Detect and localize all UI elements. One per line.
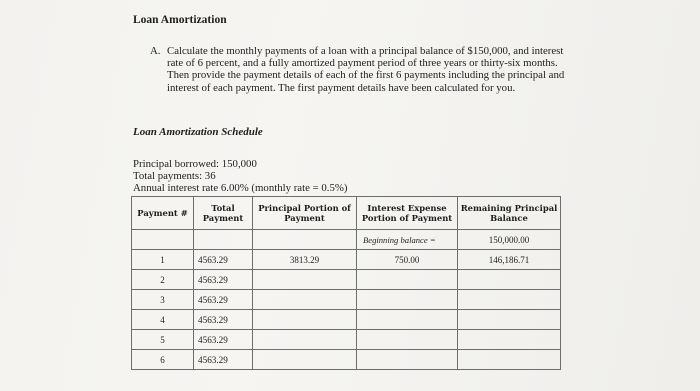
remaining-balance-cell[interactable] — [458, 270, 561, 290]
principal-portion-cell[interactable] — [253, 310, 357, 330]
principal-portion-cell[interactable]: 3813.29 — [253, 250, 357, 270]
total-payment-cell: 4563.29 — [194, 250, 253, 270]
beginning-balance-value: 150,000.00 — [458, 230, 561, 250]
remaining-balance-cell[interactable] — [458, 290, 561, 310]
table-row — [132, 350, 561, 370]
total-payments: Total payments: 36 — [133, 170, 216, 182]
question-a — [150, 45, 580, 94]
schedule-title: Loan Amortization Schedule — [133, 126, 263, 138]
table-row — [132, 310, 561, 330]
header-total-payment: Total Payment — [194, 197, 253, 230]
table-row — [132, 270, 561, 290]
table-row — [132, 330, 561, 350]
empty-cell — [132, 230, 194, 250]
payment-number: 6 — [132, 350, 194, 370]
remaining-balance-cell[interactable] — [458, 330, 561, 350]
empty-cell — [194, 230, 253, 250]
beginning-balance-label: Beginning balance = — [357, 230, 458, 250]
total-payment-cell: 4563.29 — [194, 350, 253, 370]
total-payment-cell: 4563.29 — [194, 270, 253, 290]
interest-portion-cell[interactable] — [357, 290, 458, 310]
interest-rate: Annual interest rate 6.00% (monthly rate = 0.5%) — [133, 182, 348, 194]
payment-number: 5 — [132, 330, 194, 350]
question-text: Calculate the monthly payments of a loan with a principal balance of $150,000, and interest rate of 6 percent, and a fully amortized payment period of three years or thirty-six months. Then provide the payment details of each of the first 6 payments including the principal and interest of each payment. The first payment details have been calculated for you. — [167, 45, 565, 94]
table-header-row — [132, 197, 561, 230]
page-title: Loan Amortization — [133, 14, 227, 26]
empty-cell — [253, 230, 357, 250]
interest-portion-cell[interactable] — [357, 350, 458, 370]
header-interest-portion: Interest Expense Portion of Payment — [357, 197, 458, 230]
header-payment-number: Payment # — [132, 197, 194, 230]
table-row — [132, 250, 561, 270]
header-remaining-balance: Remaining Principal Balance — [458, 197, 561, 230]
remaining-balance-cell[interactable]: 146,186.71 — [458, 250, 561, 270]
principal-portion-cell[interactable] — [253, 330, 357, 350]
remaining-balance-cell[interactable] — [458, 310, 561, 330]
amortization-table — [131, 196, 561, 370]
payment-number: 4 — [132, 310, 194, 330]
principal-portion-cell[interactable] — [253, 270, 357, 290]
principal-portion-cell[interactable] — [253, 290, 357, 310]
interest-portion-cell[interactable] — [357, 270, 458, 290]
total-payment-cell: 4563.29 — [194, 330, 253, 350]
payment-number: 3 — [132, 290, 194, 310]
question-label: A. — [150, 45, 161, 57]
principal-portion-cell[interactable] — [253, 350, 357, 370]
interest-portion-cell[interactable]: 750.00 — [357, 250, 458, 270]
interest-portion-cell[interactable] — [357, 330, 458, 350]
principal-borrowed: Principal borrowed: 150,000 — [133, 158, 257, 170]
total-payment-cell: 4563.29 — [194, 290, 253, 310]
header-principal-portion: Principal Portion of Payment — [253, 197, 357, 230]
beginning-balance-row — [132, 230, 561, 250]
table-row — [132, 290, 561, 310]
remaining-balance-cell[interactable] — [458, 350, 561, 370]
payment-number: 2 — [132, 270, 194, 290]
total-payment-cell: 4563.29 — [194, 310, 253, 330]
interest-portion-cell[interactable] — [357, 310, 458, 330]
payment-number: 1 — [132, 250, 194, 270]
